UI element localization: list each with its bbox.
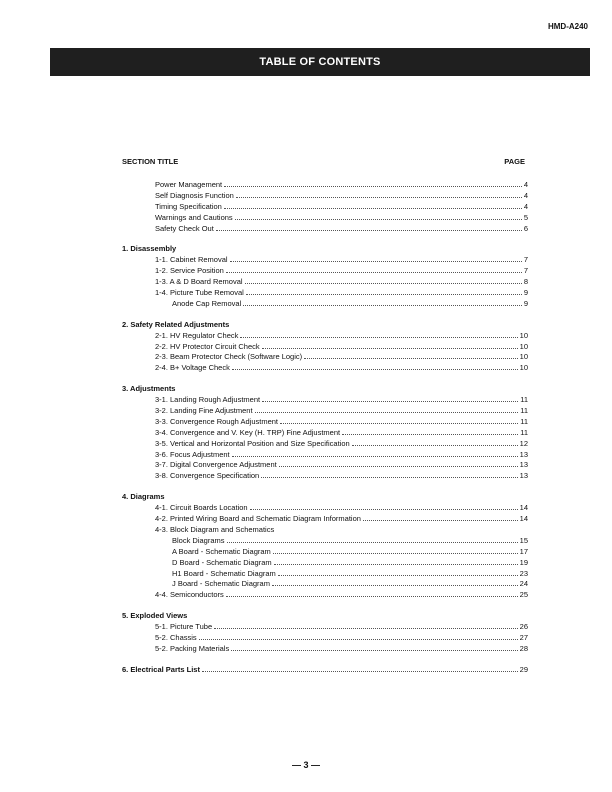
entry-title: Self Diagnosis Function (155, 190, 234, 200)
toc-entry[interactable] (122, 579, 528, 590)
intro-group (122, 180, 528, 234)
toc-banner (50, 48, 590, 76)
dot-leader (278, 575, 518, 576)
entry-page: 13 (519, 460, 528, 470)
dot-leader (304, 358, 518, 359)
section-heading[interactable]: 1. Disassembly (122, 244, 177, 254)
entry-title: 3-8. Convergence Specification (155, 471, 260, 481)
toc-entry[interactable] (122, 536, 528, 547)
entry-title: H1 Board - Schematic Diagram (172, 568, 276, 578)
entry-title: A Board - Schematic Diagram (172, 546, 271, 556)
page-heading: PAGE (504, 157, 525, 166)
toc-entry[interactable] (122, 224, 528, 235)
entry-title: 2-2. HV Protector Circuit Check (155, 341, 260, 351)
section-heading[interactable]: 5. Exploded Views (122, 611, 188, 621)
page-title: TABLE OF CONTENTS (259, 56, 381, 68)
section-heading[interactable]: 2. Safety Related Adjustments (122, 319, 230, 329)
entry-page: 15 (519, 535, 528, 545)
toc-entry[interactable] (122, 558, 528, 569)
toc-entry[interactable] (122, 395, 528, 406)
entry-title: Warnings and Cautions (155, 212, 233, 222)
toc-entry[interactable] (122, 590, 528, 601)
toc-entry[interactable] (122, 460, 528, 471)
entry-title: 1-2. Service Position (155, 266, 224, 276)
toc-entry[interactable] (122, 503, 528, 514)
entry-page: 4 (523, 190, 528, 200)
entry-title: 3-5. Vertical and Horizontal Position and Size Specification (155, 438, 350, 448)
entry-page: 10 (519, 341, 528, 351)
entry-title: 3-7. Digital Convergence Adjustment (155, 460, 277, 470)
entry-title: J Board - Schematic Diagram (172, 579, 270, 589)
toc-entry[interactable] (122, 514, 528, 525)
toc-entry[interactable] (122, 622, 528, 633)
entry-title: 2-1. HV Regulator Check (155, 330, 239, 340)
entry-page: 10 (519, 330, 528, 340)
entry-page: 11 (520, 416, 528, 426)
entry-title: 4-3. Block Diagram and Schematics (155, 524, 275, 534)
entry-title: 3-1. Landing Rough Adjustment (155, 395, 261, 405)
entry-page: 10 (519, 352, 528, 362)
entry-page: 4 (523, 201, 528, 211)
toc-entry[interactable] (122, 665, 528, 676)
toc-entry[interactable] (122, 363, 528, 374)
dot-leader (202, 671, 518, 672)
toc-entry[interactable] (122, 471, 528, 482)
entry-title: 3-3. Convergence Rough Adjustment (155, 416, 278, 426)
toc-entry[interactable] (122, 417, 528, 428)
toc-entry-heading[interactable] (122, 525, 528, 536)
dot-leader (250, 509, 518, 510)
entry-title: 5-2. Packing Materials (155, 643, 230, 653)
entry-page: 27 (519, 632, 528, 642)
entry-page: 23 (519, 568, 528, 578)
entry-title: 5-2. Chassis (155, 632, 197, 642)
dot-leader (216, 230, 522, 231)
entry-title: 4-2. Printed Wiring Board and Schematic Diagram Information (155, 514, 361, 524)
model-number: HMD-A240 (547, 22, 588, 31)
entry-page: 13 (519, 449, 528, 459)
toc-section-safety-adjustments (122, 320, 528, 374)
dot-leader (227, 542, 518, 543)
dot-leader (231, 650, 517, 651)
entry-title: 2-4. B+ Voltage Check (155, 363, 230, 373)
entry-page: 10 (519, 363, 528, 373)
toc-entry[interactable] (122, 299, 528, 310)
toc-entry[interactable] (122, 288, 528, 299)
dot-leader (363, 520, 518, 521)
entry-page: 25 (519, 590, 528, 600)
dot-leader (262, 348, 518, 349)
entry-title: D Board - Schematic Diagram (172, 557, 272, 567)
toc-entry[interactable] (122, 450, 528, 461)
entry-page: 28 (519, 643, 528, 653)
dot-leader (226, 596, 518, 597)
dot-leader (199, 639, 518, 640)
entry-title: 2-3. Beam Protector Check (Software Logic) (155, 352, 303, 362)
entry-page: 9 (523, 288, 528, 298)
toc-entry[interactable] (122, 277, 528, 288)
entry-title: 5-1. Picture Tube (155, 622, 213, 632)
section-title-heading: SECTION TITLE (122, 157, 179, 166)
dot-leader (342, 434, 518, 435)
entry-page: 14 (519, 503, 528, 513)
toc-section-diagrams (122, 492, 528, 601)
dot-leader (255, 412, 519, 413)
entry-page: 9 (523, 298, 528, 308)
dot-leader (273, 553, 518, 554)
entry-page: 12 (519, 438, 528, 448)
toc-section-exploded-views (122, 611, 528, 655)
entry-title: 3-4. Convergence and V. Key (H. TRP) Fine Adjustment (155, 427, 341, 437)
entry-title: Safety Check Out (155, 223, 214, 233)
dot-leader (214, 628, 518, 629)
entry-page: 11 (520, 406, 528, 416)
toc-entry[interactable] (122, 569, 528, 580)
toc-entry[interactable] (122, 255, 528, 266)
entry-title: Anode Cap Removal (172, 298, 242, 308)
entry-page: 8 (523, 277, 528, 287)
toc-entry[interactable] (122, 213, 528, 224)
entry-page: 4 (523, 180, 528, 189)
toc-entry[interactable] (122, 202, 528, 213)
dot-leader (230, 261, 522, 262)
section-heading[interactable]: 4. Diagrams (122, 492, 165, 502)
toc-entry[interactable] (122, 191, 528, 202)
toc-entry[interactable] (122, 331, 528, 342)
dot-leader (352, 445, 518, 446)
entry-title: 3-2. Landing Fine Adjustment (155, 406, 253, 416)
entry-page: 19 (519, 557, 528, 567)
dot-leader (245, 283, 522, 284)
entry-title: Power Management (155, 180, 223, 189)
entry-title: 3-6. Focus Adjustment (155, 449, 230, 459)
dot-leader (246, 294, 522, 295)
entry-title: 4-4. Semiconductors (155, 590, 224, 600)
toc-section-disassembly (122, 244, 528, 309)
toc-entry[interactable] (122, 266, 528, 277)
page-number: — 3 — (291, 760, 320, 770)
dot-leader (280, 423, 518, 424)
dot-leader (279, 466, 518, 467)
entry-page: 6 (523, 223, 528, 233)
entry-page: 13 (519, 471, 528, 481)
dot-leader (232, 369, 518, 370)
toc-entry[interactable] (122, 342, 528, 353)
section-heading[interactable]: 3. Adjustments (122, 384, 176, 394)
entry-title: 1-3. A & D Board Removal (155, 277, 243, 287)
toc-section-adjustments (122, 384, 528, 482)
entry-title: 6. Electrical Parts List (122, 664, 200, 674)
entry-page: 5 (523, 212, 528, 222)
dot-leader (274, 564, 518, 565)
toc-entry[interactable] (122, 633, 528, 644)
entry-title: Block Diagrams (172, 535, 225, 545)
entry-page: 24 (519, 579, 528, 589)
entry-page: 7 (523, 255, 528, 265)
dot-leader (226, 272, 522, 273)
entry-title: 4-1. Circuit Boards Location (155, 503, 248, 513)
entry-page: 7 (523, 266, 528, 276)
dot-leader (236, 197, 522, 198)
dot-leader (224, 208, 522, 209)
dot-leader (243, 305, 522, 306)
toc-content (122, 180, 528, 676)
toc-entry[interactable] (122, 547, 528, 558)
entry-page: 29 (519, 664, 528, 674)
dot-leader (224, 186, 522, 187)
dot-leader (232, 456, 518, 457)
toc-section-parts-list (122, 665, 528, 676)
toc-entry[interactable] (122, 352, 528, 363)
dot-leader (262, 401, 518, 402)
dot-leader (235, 219, 522, 220)
entry-page: 17 (519, 546, 528, 556)
toc-entry[interactable] (122, 644, 528, 655)
dot-leader (261, 477, 517, 478)
toc-header-row (122, 157, 525, 166)
toc-entry[interactable] (122, 428, 528, 439)
toc-entry[interactable] (122, 439, 528, 450)
toc-entry[interactable] (122, 180, 528, 191)
entry-page: 26 (519, 622, 528, 632)
entry-page: 14 (519, 514, 528, 524)
entry-page: 11 (520, 427, 528, 437)
entry-title: Timing Specification (155, 201, 222, 211)
toc-entry[interactable] (122, 406, 528, 417)
entry-title: 1-4. Picture Tube Removal (155, 288, 244, 298)
entry-page: 11 (520, 395, 528, 405)
entry-title: 1-1. Cabinet Removal (155, 255, 228, 265)
dot-leader (240, 337, 517, 338)
dot-leader (272, 585, 518, 586)
